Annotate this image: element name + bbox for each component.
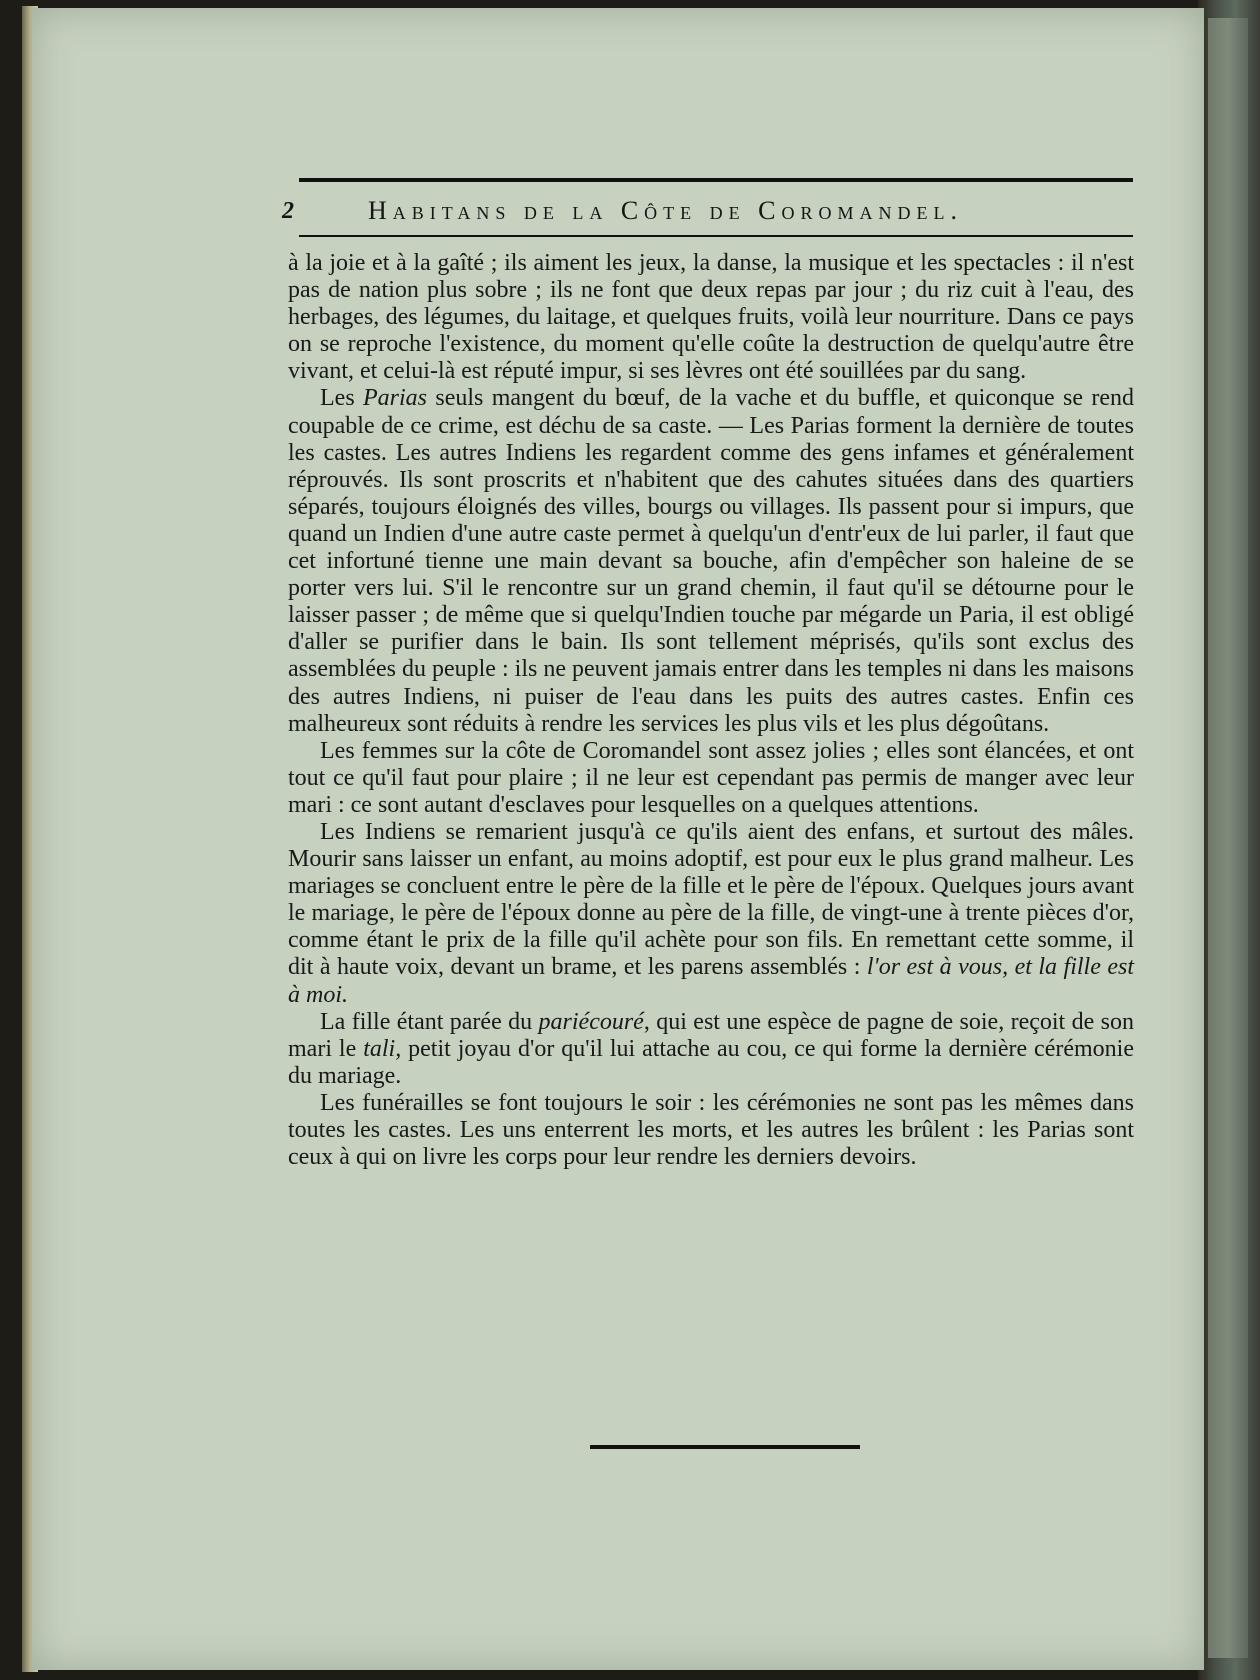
- italic-term: Parias: [363, 385, 428, 412]
- text-segment: seuls mangent du bœuf, de la vache et du buffle, et quiconque se rend coupable de ce crime, est déchu de sa caste. — Les Parias forment la dernière de toutes les castes. Les autres Indiens les regardent comme des gens infames et généralement réprouvés. Ils sont proscrits et n'habitent que des cahutes situées dans des quartiers séparés, toujours éloignés des villes, bourgs ou villages. Ils passent pour si impurs, que quand un Indien d'une autre caste permet à quelqu'un d'entr'eux de lui parler, il faut que cet infortuné tienne une main devant sa bouche, afin d'empêcher son haleine de se porter vers lui. S'il le rencontre sur un grand chemin, il faut qu'il se détourne pour le laisser passer ; de même que si quelqu'Indien touche par mégarde un Paria, il est obligé d'aller se purifier dans le bain. Ils sont tellement méprisés, qu'ils sont exclus des assemblées du peuple : ils ne peuvent jamais entrer dans les temples ni dans les maisons des autres Indiens, ni puiser de l'eau dans les puits des autres castes. Enfin ces malheureux sont réduits à rendre les services les plus vils et les plus dégoûtans.: [288, 385, 1135, 737]
- paragraph: [288, 819, 1134, 1009]
- paragraph: [288, 385, 1134, 737]
- text-segment: Les: [320, 385, 364, 412]
- text-segment: à la joie et à la gaîté ; ils aiment les jeux, la danse, la musique et les spectacles : il n'est pas de nation plus sobre ; ils ne font que deux repas par jour ; du riz cuit à l'eau, des herbages, des légumes, du laitage, et quelques fruits, voilà leur nourriture. Dans ce pays on se reproche l'existence, du moment qu'elle coûte la destruction de quelqu'autre être vivant, et celui-là est réputé impur, si ses lèvres ont été souillées par du sang.: [288, 250, 1134, 385]
- italic-quote: l'or est à vous, et la fille est à moi.: [288, 954, 1134, 1008]
- adjacent-page-edge: [1198, 0, 1260, 1680]
- text-segment: Les funérailles se font toujours le soir : les cérémonies ne sont pas les mêmes dans toutes les castes. Les uns enterrent les morts, et les autres les brûlent : les Parias sont ceux à qui on livre les corps pour leur rendre les derniers devoirs.: [288, 1089, 1134, 1171]
- paragraph: [288, 1009, 1134, 1090]
- running-title: Habitans de la Côte de Coromandel.: [368, 196, 963, 225]
- italic-term: tali,: [363, 1035, 402, 1062]
- paragraph: [288, 738, 1134, 819]
- text-segment: La fille étant parée du: [320, 1008, 539, 1035]
- text-segment: Les Indiens se remarient jusqu'à ce qu'ils aient des enfans, et surtout des mâles. Mourir sans laisser un enfant, au moins adoptif, est pour eux le plus grand malheur. Les mariages se concluent entre le père de la fille et le père de l'époux. Quelques jours avant le mariage, le père de l'époux donne au père de la fille, de vingt-une à trente pièces d'or, comme étant le prix de la fille qu'il achète pour son fils. En remettant cette somme, il dit à haute voix, devant un brame, et les parens assemblés :: [288, 818, 1134, 981]
- paragraph: [288, 250, 1134, 385]
- header-rule-bottom: [299, 235, 1133, 237]
- paragraph: [288, 1090, 1134, 1171]
- text-segment: petit joyau d'or qu'il lui attache au cou, ce qui forme la dernière cérémonie du mariage.: [288, 1035, 1134, 1089]
- header-rule-top: [299, 178, 1133, 182]
- body-text: [288, 250, 1134, 1171]
- text-segment: , qui est une espèce de pagne de soie, reçoit de son mari le: [288, 1008, 1134, 1062]
- text-segment: Les femmes sur la côte de Coromandel sont assez jolies ; elles sont élancées, et ont tout ce qu'il faut pour plaire ; il ne leur est cependant pas permis de manger avec leur mari : ce sont autant d'esclaves pour lesquelles on a quelques attentions.: [288, 737, 1134, 818]
- italic-term: pariécouré: [538, 1008, 644, 1035]
- page-number: 2: [282, 198, 294, 224]
- end-rule: [590, 1445, 860, 1449]
- running-head: [282, 196, 1142, 230]
